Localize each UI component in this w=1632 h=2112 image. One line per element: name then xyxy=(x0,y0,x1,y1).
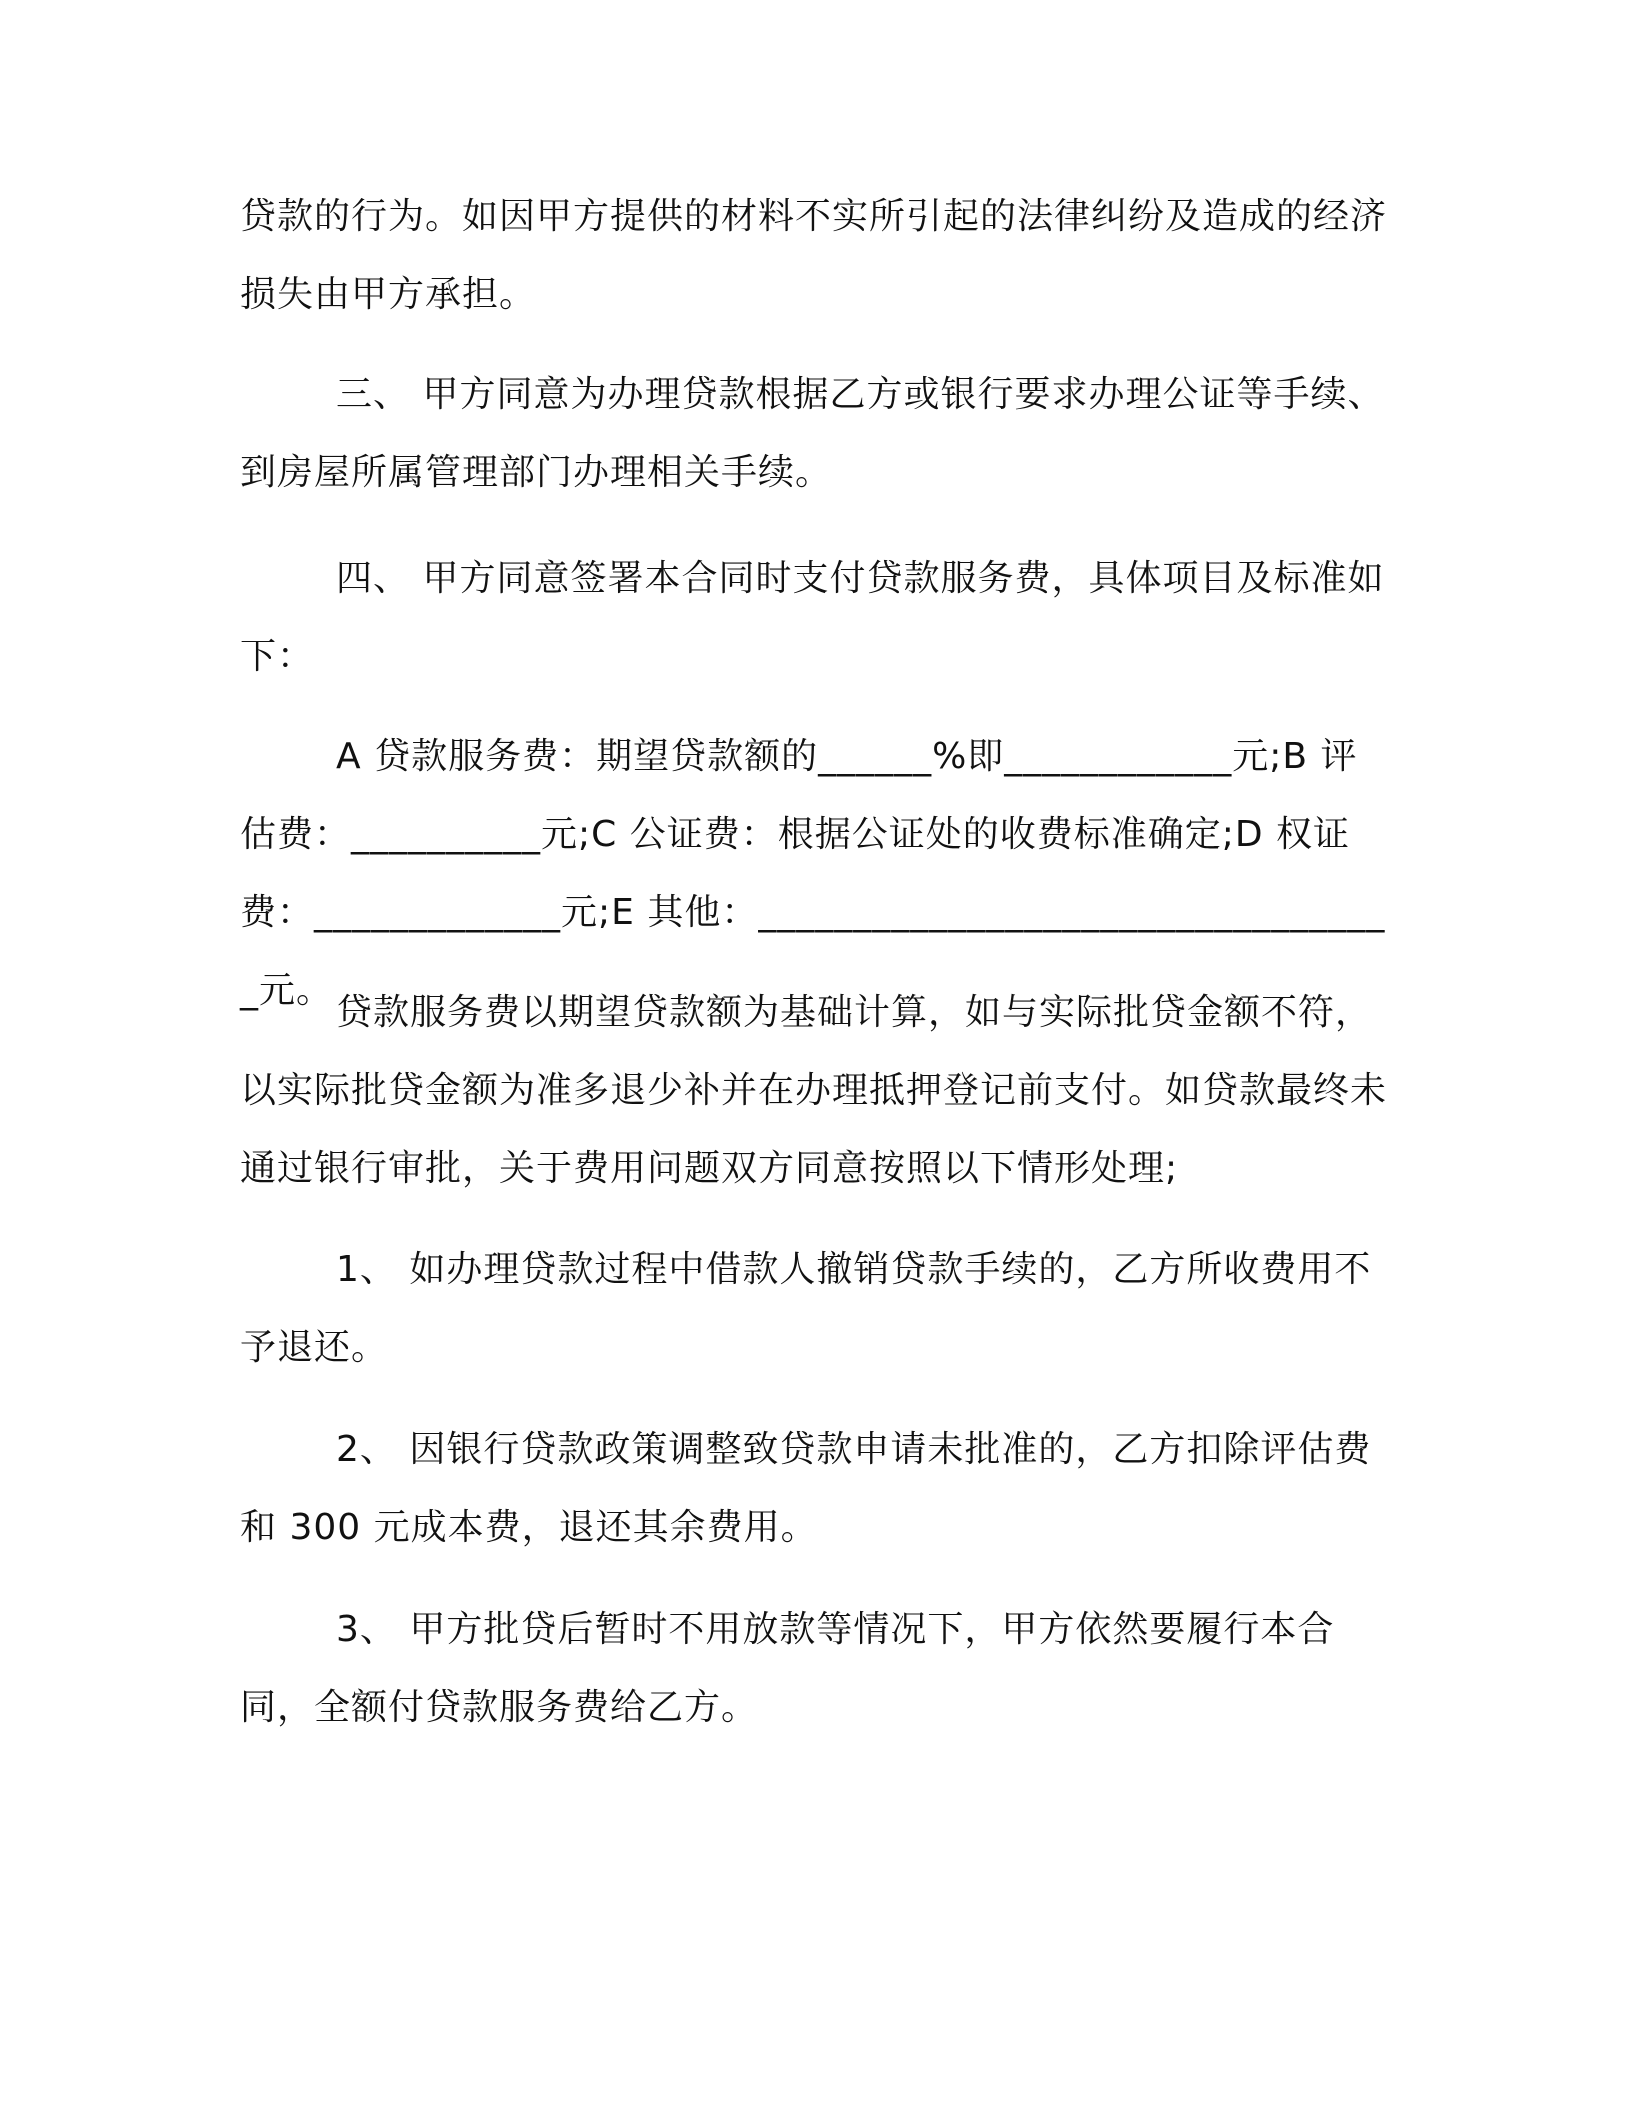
paragraph-continuation: 贷款的行为。如因甲方提供的材料不实所引起的法律纠纷及造成的经济损失由甲方承担。 xyxy=(240,196,1388,315)
paragraph-clause-3: 三、 甲方同意为办理贷款根据乙方或银行要求办理公证等手续、到房屋所属管理部门办理相关手续。 xyxy=(240,374,1385,493)
paragraph-fee-calculation: 贷款服务费以期望贷款额为基础计算，如与实际批贷金额不符，以实际批贷金额为准多退少补并在办理抵押登记前支付。如贷款最终未通过银行审批，关于费用问题双方同意按照以下情形处理; xyxy=(240,992,1388,1189)
paragraph-case-1: 1、 如办理贷款过程中借款人撤销贷款手续的，乙方所收费用不予退还。 xyxy=(240,1249,1372,1368)
paragraph-case-3: 3、 甲方批贷后暂时不用放款等情况下，甲方依然要履行本合同，全额付贷款服务费给乙方。 xyxy=(240,1609,1335,1728)
paragraph-case-2: 2、 因银行贷款政策调整致贷款申请未批准的，乙方扣除评估费和 300 元成本费，退还其余费用。 xyxy=(240,1429,1372,1548)
paragraph-clause-4: 四、 甲方同意签署本合同时支付贷款服务费，具体项目及标准如下： xyxy=(240,558,1385,677)
paragraph-fee-items: A 贷款服务费：期望贷款额的______%即____________元;B 评估费：__________元;C 公证费：根据公证处的收费标准确定;D 权证费：_____________元;E 其他：__________________________________元。 xyxy=(240,736,1386,1011)
